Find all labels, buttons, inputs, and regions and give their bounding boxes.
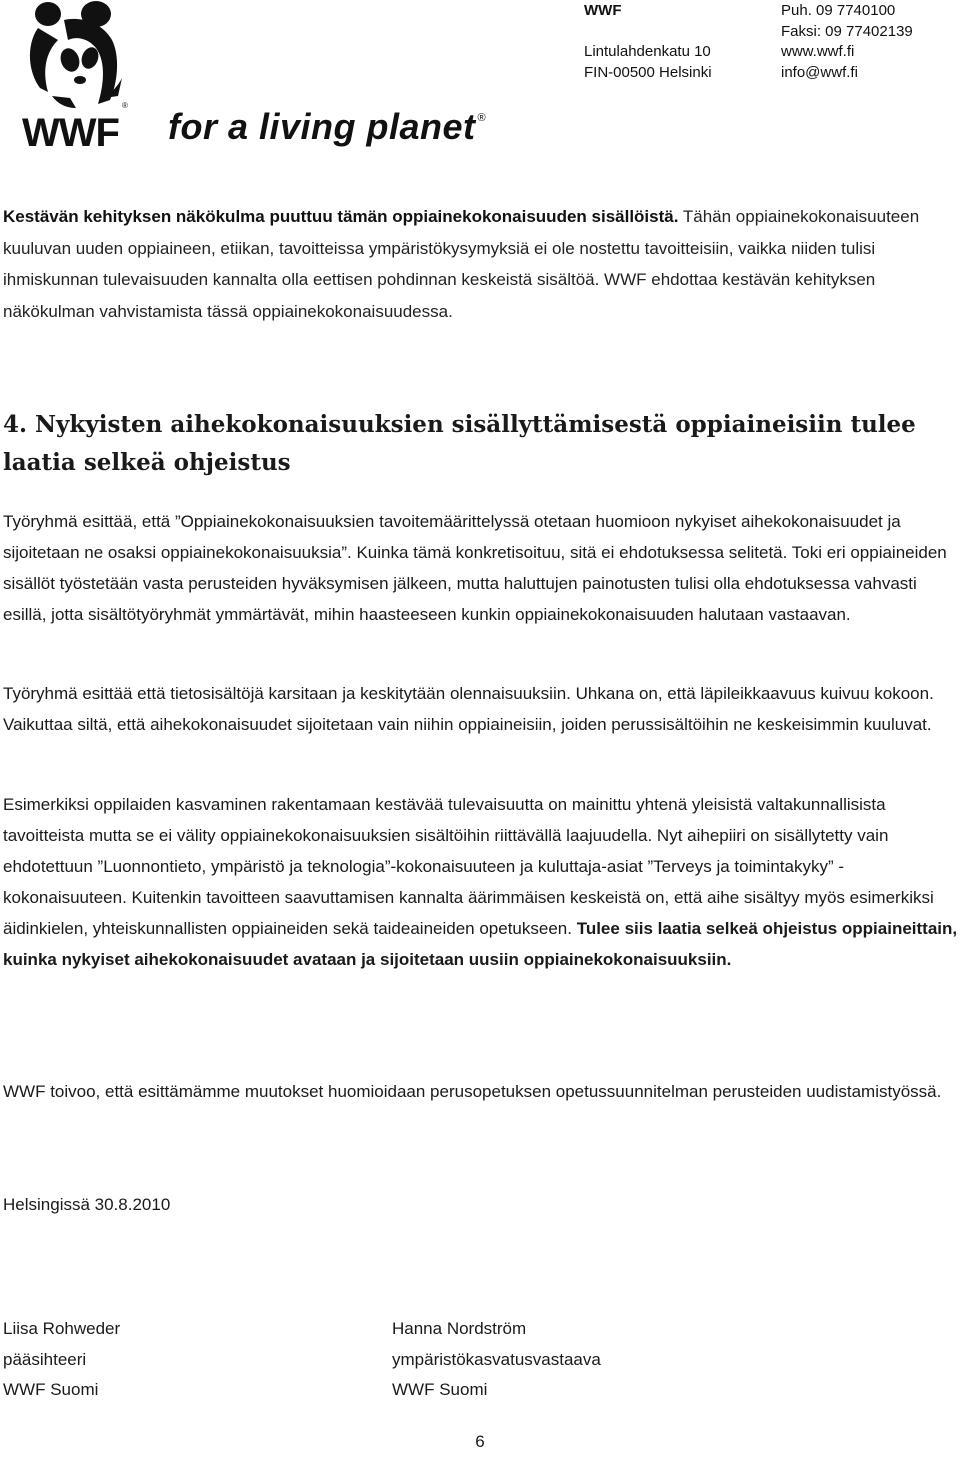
svg-text:®: ®	[122, 101, 128, 110]
header-org: WWF	[584, 2, 622, 19]
header-fax: Faksi: 09 77402139	[781, 23, 913, 40]
section-4-paragraph-2: Työryhmä esittää että tietosisältöjä karsitaan ja keskitytään olennaisuuksiin. Uhkana on, että läpileikkaavuus kuivuu kokoon. Vaikuttaa siltä, että aihekokonaisuudet sijoitetaan vain niihin oppiaineisiin, joiden perussisältöihin ne keskeisimmin kuuluvat.	[3, 684, 934, 734]
header-web[interactable]: www.wwf.fi	[781, 43, 855, 60]
wwf-panda-logo	[18, 0, 128, 150]
tagline: for a living planet ®	[168, 106, 487, 147]
registered-mark: ®	[477, 112, 487, 124]
section-4-paragraph-3-bold: Tulee siis laatia selkeä ohjeistus oppiaineittain, kuinka nykyiset aihekokonaisuudet avataan ja sijoitetaan uusiin oppiainekokonaisuuksiin.	[3, 919, 958, 969]
signature-title: ympäristökasvatusvastaava	[392, 1349, 601, 1369]
header-email[interactable]: info@wwf.fi	[781, 64, 858, 81]
intro-bold-lead: Kestävän kehityksen näkökulma puuttuu tämän oppiainekokonaisuuden sisällöistä.	[3, 207, 679, 226]
section-4-paragraph-3	[3, 789, 959, 975]
section-4-heading: 4. Nykyisten aihekokonaisuuksien sisällyttämisestä oppiaineisiin tulee laatia selkeä ohjeistus	[3, 411, 916, 476]
signature-title: pääsihteeri	[3, 1349, 87, 1369]
header-address-line1: Lintulahdenkatu 10	[584, 43, 711, 60]
intro-paragraph	[3, 201, 959, 327]
signature-org: WWF Suomi	[3, 1380, 99, 1399]
signature-1	[3, 1314, 120, 1406]
section-4-paragraph-3-text: Esimerkiksi oppilaiden kasvaminen rakentamaan kestävää tulevaisuutta on mainittu yhtenä yleisistä valtakunnallisista tavoitteista mutta se ei välity oppiainekokonaisuuksien sisältöihin riittävällä laajuudella. Nyt aihepiiri on sisällytetty vain ehdotettuun ”Luonnontieto, ympäristö ja teknologia”-kokonaisuuteen ja kuluttaja-asiat ”Terveys ja toimintakyky” -kokonaisuuteen. Kuitenkin tavoitteen saavuttamisen kannalta äärimmäisen keskeistä on, että aihe sisältyy myös esimerkiksi äidinkielen, yhteiskunnallisten oppiaineiden sekä taideaineiden opetukseen.	[3, 795, 934, 938]
signature-name: Hanna Nordström	[392, 1319, 527, 1338]
logo-text: WWF	[22, 111, 119, 150]
signature-org: WWF Suomi	[392, 1380, 488, 1399]
closing-paragraph: WWF toivoo, että esittämämme muutokset huomioidaan perusopetuksen opetussuunnitelman perusteiden uudistamistyössä.	[3, 1082, 942, 1101]
place-date: Helsingissä 30.8.2010	[3, 1195, 171, 1214]
section-4-paragraph-1: Työryhmä esittää, että ”Oppiainekokonaisuuksien tavoitemäärittelyssä otetaan huomioon nykyiset aihekokonaisuudet ja sijoitetaan ne osaksi oppiainekokonaisuuksia”. Kuinka tämä konkretisoituu, sitä ei ehdotuksessa selitetä. Toki eri oppiaineiden sisällöt työstetään vasta perusteiden hyväksymisen jälkeen, mutta haluttujen painotusten tulisi olla ehdotuksessa vahvasti esillä, jotta sisältötyöryhmät ymmärtävät, mihin haasteeseen kunkin oppiainekokonaisuuden halutaan vastaavan.	[3, 512, 947, 624]
page-number: 6	[475, 1432, 485, 1451]
header-phone: Puh. 09 7740100	[781, 2, 896, 19]
header-address-line2: FIN-00500 Helsinki	[584, 64, 712, 81]
signature-2	[392, 1314, 601, 1406]
header-org-address	[584, 0, 711, 42]
intro-text: Tähän oppiainekokonaisuuteen kuuluvan uuden oppiaineen, etiikan, tavoitteissa ympäristökysymyksiä ei ole nostettu tavoitteisiin, vaikka niiden tulisi ihmiskunnan tulevaisuuden kannalta olla eettisen pohdinnan keskeistä sisältöä. WWF ehdottaa kestävän kehityksen näkökulman vahvistamista tässä oppiainekokonaisuudessa.	[3, 207, 920, 321]
signature-name: Liisa Rohweder	[3, 1319, 121, 1338]
